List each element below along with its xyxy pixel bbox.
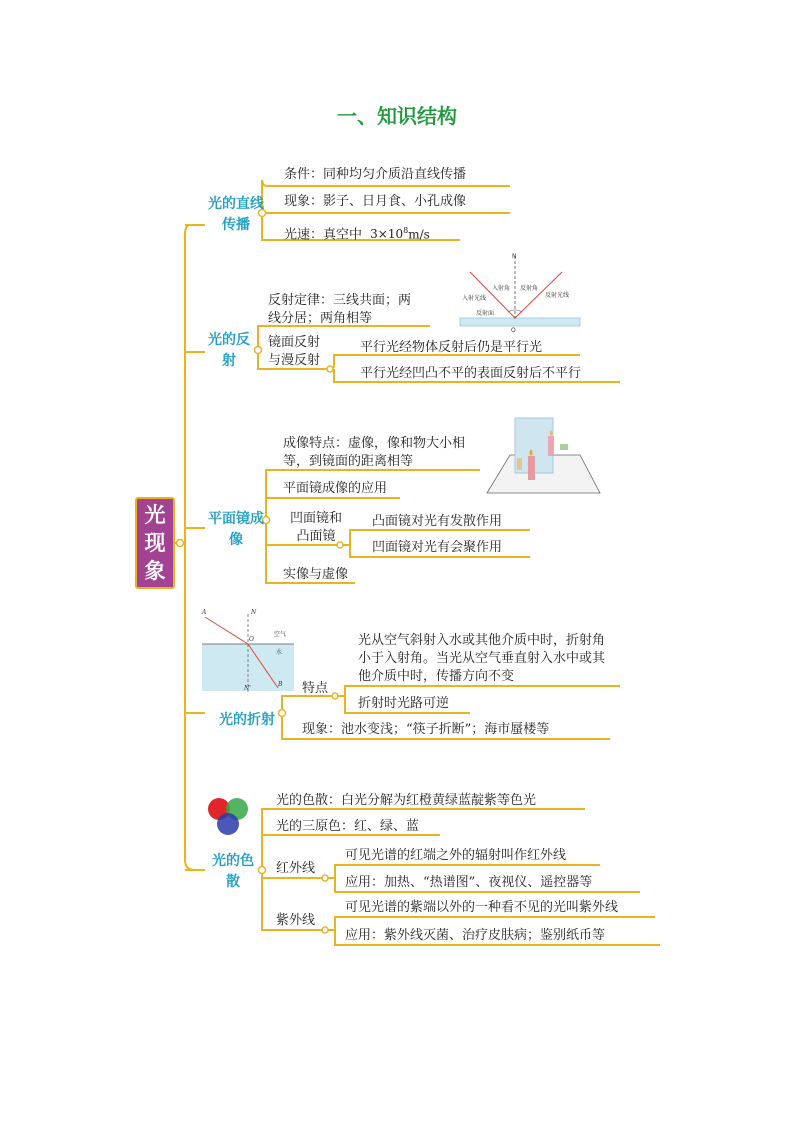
ultraviolet-definition: 可见光谱的紫端以外的一种看不见的光叫紫外线 [345, 900, 619, 915]
page-title: 一、知识结构 [337, 104, 457, 128]
straight-speed [284, 222, 430, 244]
svg-text:入射光线: 入射光线 [462, 295, 487, 302]
refraction-feature-label: 特点 [302, 681, 329, 696]
primary-colors: 光的三原色：红、绿、蓝 [276, 819, 420, 834]
mirror-features: 成像特点：虚像，像和物大小相等，到镜面的距离相等 [283, 436, 466, 469]
svg-text:入射角: 入射角 [492, 285, 511, 292]
speed-unit: m/s [408, 227, 430, 242]
branch-plane-mirror: 平面镜成像 [208, 511, 264, 548]
speed-prefix: 光速：真空中 [284, 227, 363, 243]
speed-exponent: 8 [403, 226, 409, 235]
dispersion-definition: 光的色散：白光分解为红橙黄绿蓝靛紫等色光 [276, 793, 537, 808]
root-node [135, 497, 175, 589]
svg-text:N': N' [244, 685, 251, 692]
branch-reflection: 光的反射 [208, 332, 250, 369]
refraction-feature-b: 折射时光路可逆 [358, 696, 450, 711]
speed-value: 3×10 [370, 227, 404, 242]
diffuse-reflection: 平行光经凹凸不平的表面反射后不平行 [360, 366, 582, 381]
specular-reflection: 平行光经物体反射后仍是平行光 [360, 340, 543, 355]
rgb-primary-colors-icon [208, 798, 248, 835]
svg-text:N: N [512, 253, 517, 260]
reflection-type: 镜面反射与漫反射 [268, 335, 321, 368]
straight-condition: 条件：同种均匀介质沿直线传播 [284, 167, 467, 182]
svg-text:A: A [202, 609, 207, 616]
branch-dispersion: 光的色散 [212, 853, 254, 890]
infrared-definition: 可见光谱的红端之外的辐射叫作红外线 [345, 848, 567, 863]
ultraviolet-label: 紫外线 [276, 913, 316, 928]
svg-text:O: O [249, 636, 254, 643]
straight-phenomenon: 现象：影子、日月食、小孔成像 [284, 194, 467, 209]
convex-mirror: 凸面镜对光有发散作用 [372, 514, 503, 529]
mirror-application: 平面镜成像的应用 [283, 481, 388, 496]
svg-text:反射角: 反射角 [520, 285, 539, 292]
svg-text:反射光线: 反射光线 [545, 292, 570, 299]
curved-mirrors: 凹面镜和凸面镜 [289, 511, 342, 544]
svg-text:反射面: 反射面 [476, 310, 495, 317]
svg-text:B: B [278, 681, 283, 688]
infrared-label: 红外线 [276, 861, 316, 876]
ultraviolet-application: 应用：紫外线灭菌、治疗皮肤病；鉴别纸币等 [345, 928, 606, 943]
refraction-diagram [201, 609, 294, 692]
root-label: 光现象 [144, 503, 166, 583]
svg-text:O: O [511, 327, 516, 334]
concave-mirror: 凹面镜对光有会聚作用 [372, 540, 503, 555]
reflection-law: 反射定律：三线共面；两线分居；两角相等 [268, 293, 412, 326]
svg-text:空气: 空气 [274, 631, 287, 638]
refraction-feature-a: 光从空气斜射入水或其他介质中时，折射角小于入射角。当光从空气垂直射入水中或其他介质中时，传播方向不变 [358, 633, 606, 684]
reflection-diagram [460, 253, 580, 334]
refraction-phenomenon: 现象：池水变浅；“筷子折断”；海市蜃楼等 [302, 722, 550, 737]
svg-text:N: N [251, 609, 257, 616]
real-virtual-image: 实像与虚像 [283, 567, 349, 582]
plane-mirror-diagram [487, 418, 600, 493]
branch-refraction: 光的折射 [219, 712, 275, 728]
branch-straight-propagation: 光的直线传播 [208, 196, 264, 233]
infrared-application: 应用：加热、“热谱图”、夜视仪、遥控器等 [345, 875, 593, 890]
svg-text:水: 水 [276, 649, 283, 656]
